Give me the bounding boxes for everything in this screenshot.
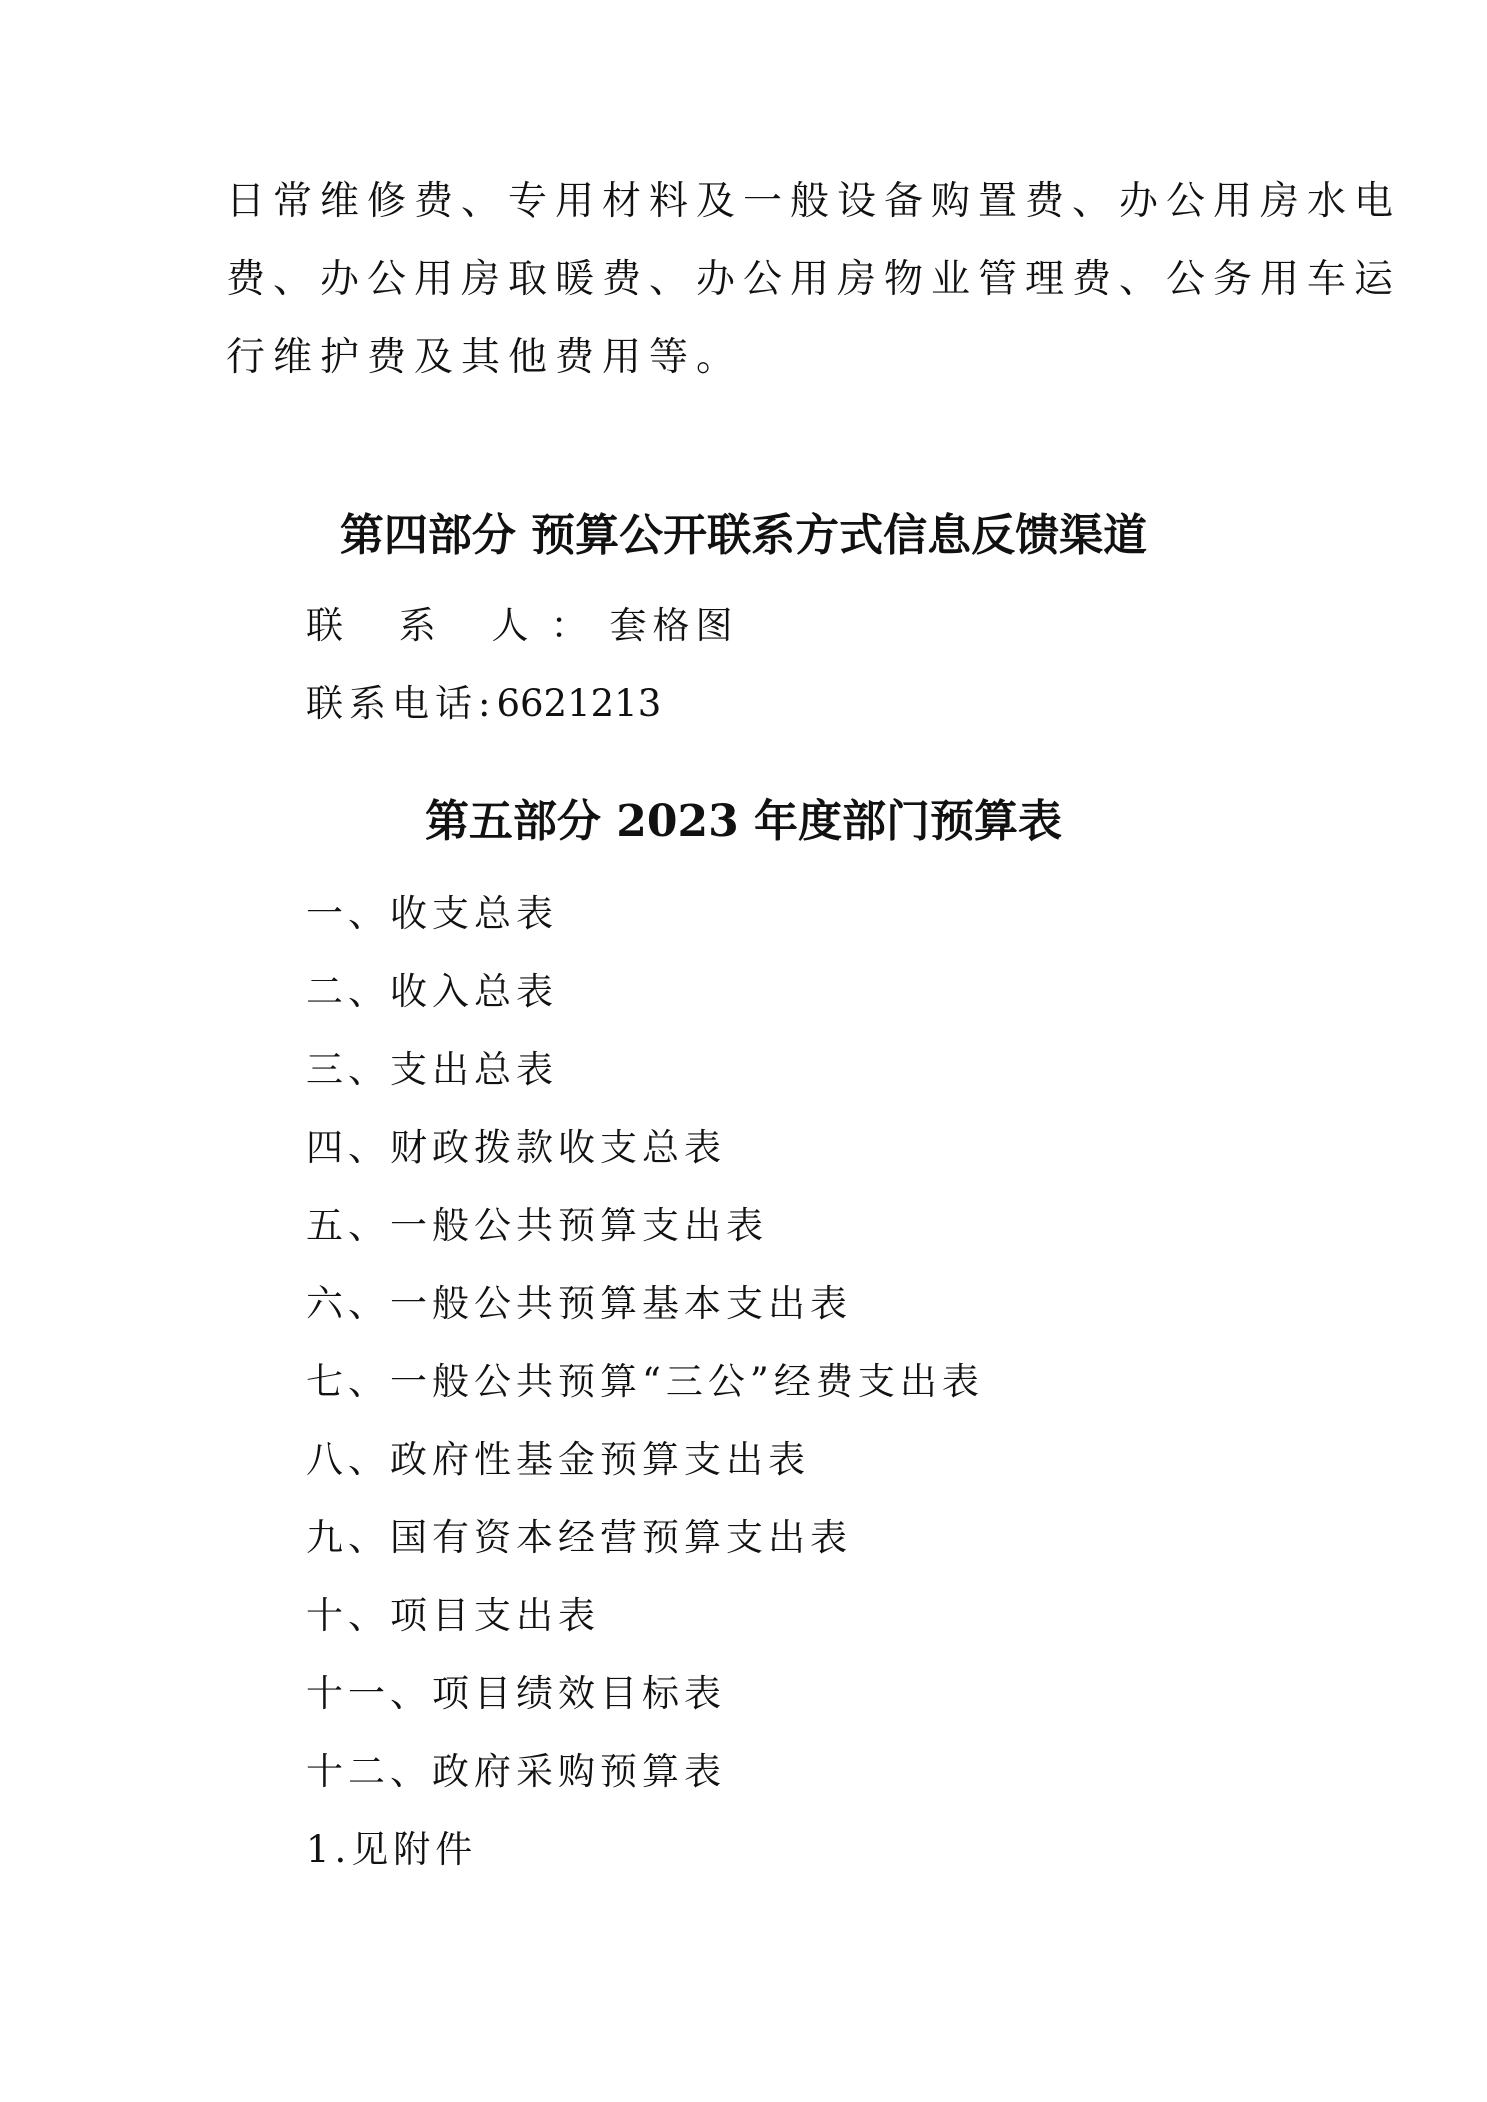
budget-table-item: 七、一般公共预算“三公”经费支出表 — [306, 1360, 984, 1403]
section4-heading: 第四部分 预算公开联系方式信息反馈渠道 — [339, 510, 1148, 561]
budget-table-item: 五、一般公共预算支出表 — [306, 1204, 768, 1247]
contact-phone-value: 6621213 — [496, 682, 662, 725]
contact-person-line — [306, 602, 739, 650]
budget-table-item: 十一、项目绩效目标表 — [306, 1672, 726, 1715]
intro-paragraph-line: 日常维修费、专用材料及一般设备购置费、办公用房水电 — [226, 179, 1402, 224]
budget-table-item: 八、政府性基金预算支出表 — [306, 1438, 810, 1481]
budget-table-item: 九、国有资本经营预算支出表 — [306, 1516, 852, 1559]
intro-paragraph-line: 费、办公用房取暖费、办公用房物业管理费、公务用车运 — [226, 257, 1402, 302]
section5-heading: 第五部分 2023 年度部门预算表 — [424, 796, 1063, 847]
budget-table-item: 十二、政府采购预算表 — [306, 1750, 726, 1793]
budget-table-item: 二、收入总表 — [306, 970, 558, 1013]
budget-table-item: 六、一般公共预算基本支出表 — [306, 1282, 852, 1325]
contact-person-label: 联 系 人： — [306, 604, 610, 647]
budget-table-item: 十、项目支出表 — [306, 1594, 600, 1637]
budget-table-item: 四、财政拨款收支总表 — [306, 1126, 726, 1169]
budget-table-item: 三、支出总表 — [306, 1048, 558, 1091]
contact-person-value: 套格图 — [609, 604, 739, 647]
intro-paragraph-line: 行维护费及其他费用等。 — [226, 335, 744, 380]
budget-table-item: 一、收支总表 — [306, 892, 558, 935]
contact-phone-line — [306, 680, 661, 728]
attachment-note: 1.见附件 — [306, 1828, 478, 1871]
contact-phone-label: 联系电话: — [306, 682, 497, 725]
